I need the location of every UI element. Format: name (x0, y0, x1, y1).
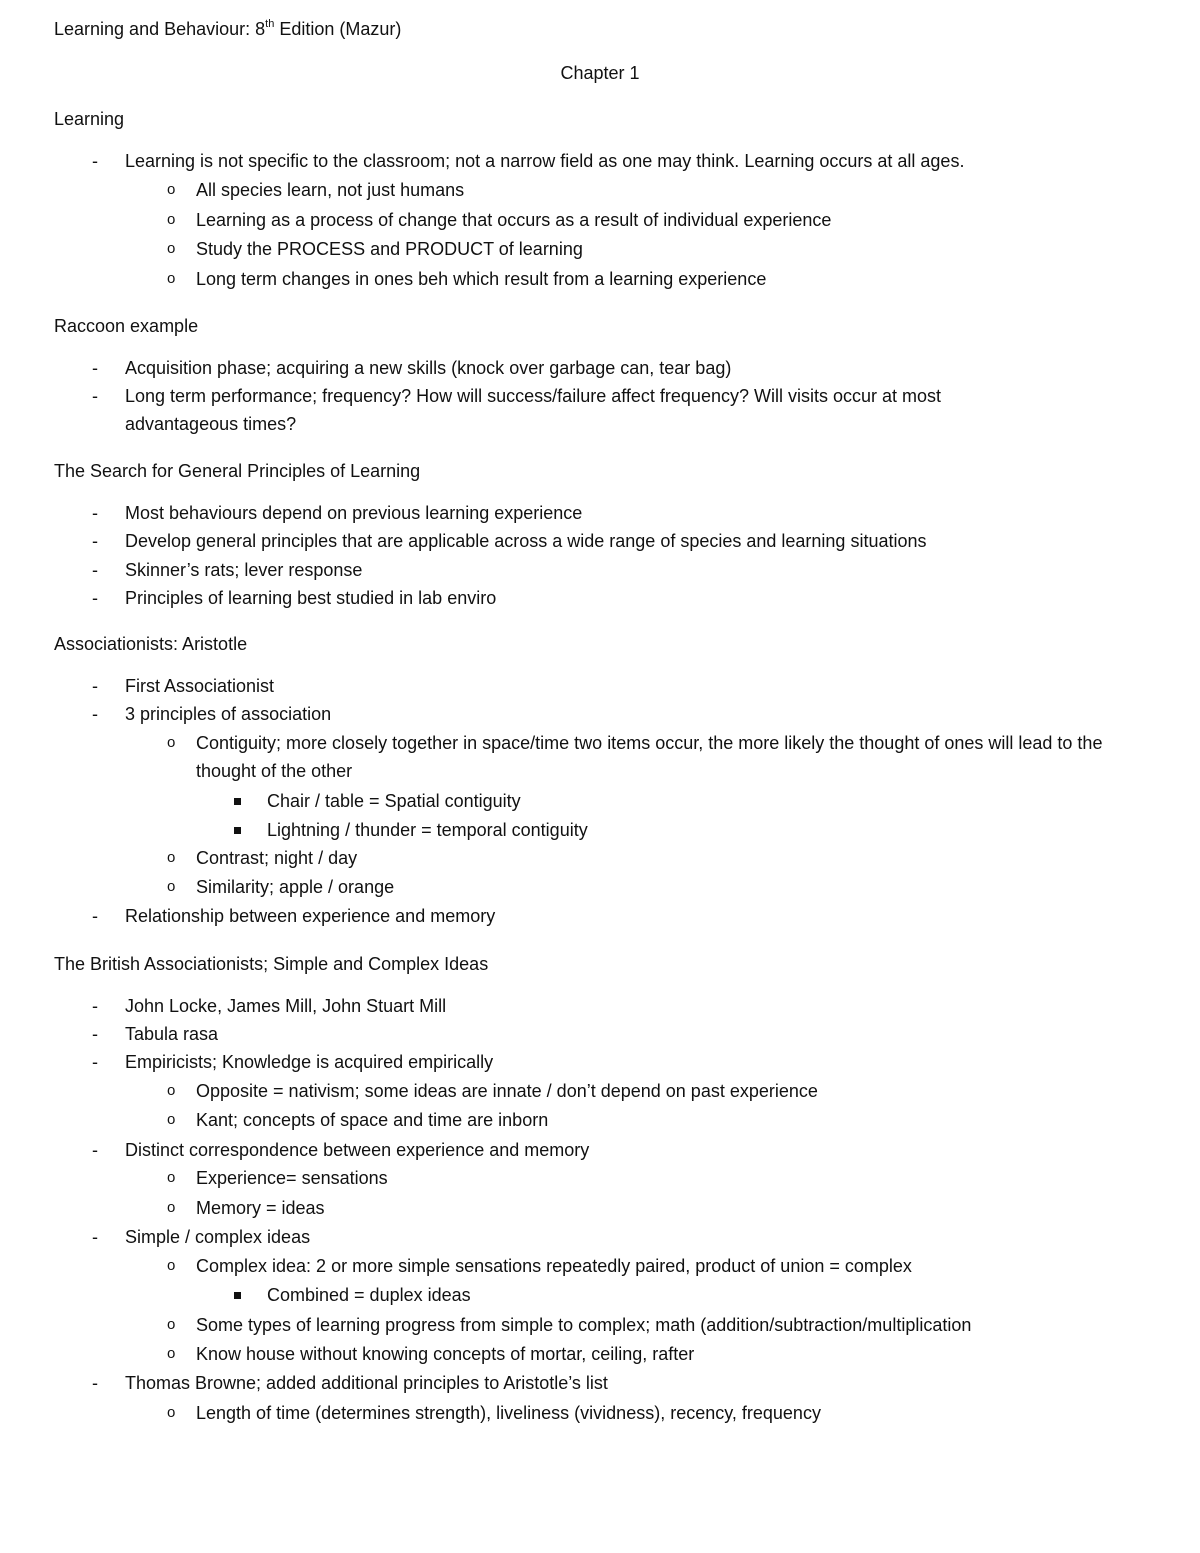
list-item-text: Know house without knowing concepts of mortar, ceiling, rafter (196, 1344, 695, 1364)
list-item (167, 729, 1111, 785)
list-item-text: Learning is not specific to the classroom; not a narrow field as one may think. Learning occurs at all ages. (125, 151, 965, 171)
circle-bullet: o (167, 1345, 176, 1362)
circle-bullet: o (167, 878, 176, 895)
section-heading: The British Associationists; Simple and Complex Ideas (54, 954, 489, 974)
list-item-text: First Associationist (125, 676, 275, 696)
dash-bullet: - (92, 704, 98, 724)
list-item-text: Develop general principles that are applicable across a wide range of species and learning situations (125, 531, 927, 551)
list-item-text: Empiricists; Knowledge is acquired empirically (125, 1052, 494, 1072)
list-item-text: Some types of learning progress from simple to complex; math (addition/subtraction/multiplication (196, 1315, 972, 1335)
circle-bullet: o (167, 1404, 176, 1421)
dash-bullet: - (92, 676, 98, 696)
list-item (267, 1281, 471, 1309)
list-item (167, 873, 395, 901)
circle-bullet: o (167, 181, 176, 198)
list-item (92, 1369, 608, 1397)
list-item-text: Contiguity; more closely together in space/time two items occur, the more likely the thought of ones will lead to the thought of the other (196, 733, 1103, 781)
list-item-text: Principles of learning best studied in lab enviro (125, 588, 497, 608)
list-item (167, 844, 358, 872)
list-item (167, 235, 583, 263)
list-item (92, 672, 275, 700)
list-item (92, 147, 965, 175)
dash-bullet: - (92, 1373, 98, 1393)
list-item-text: Experience= sensations (196, 1168, 388, 1188)
list-item (167, 1399, 821, 1427)
dash-bullet: - (92, 1024, 98, 1044)
dash-bullet: - (92, 386, 98, 406)
list-item (92, 992, 447, 1020)
list-item-text: Distinct correspondence between experience and memory (125, 1140, 590, 1160)
list-item-text: All species learn, not just humans (196, 180, 465, 200)
list-item (167, 1311, 972, 1339)
list-item (167, 176, 465, 204)
circle-bullet: o (167, 1169, 176, 1186)
list-item-text: Complex idea: 2 or more simple sensations repeatedly paired, product of union = complex (196, 1256, 912, 1276)
section-heading: Associationists: Aristotle (54, 634, 248, 654)
circle-bullet: o (167, 211, 176, 228)
circle-bullet: o (167, 1082, 176, 1099)
list-item-text: Tabula rasa (125, 1024, 219, 1044)
list-item-text: Similarity; apple / orange (196, 877, 395, 897)
dash-bullet: - (92, 1227, 98, 1247)
list-item-text: Combined = duplex ideas (267, 1285, 471, 1305)
list-item-text: Contrast; night / day (196, 848, 358, 868)
list-item (167, 1252, 912, 1280)
list-item-text: Study the PROCESS and PRODUCT of learning (196, 239, 583, 259)
list-item-text: Length of time (determines strength), liveliness (vividness), recency, frequency (196, 1403, 821, 1423)
list-item-text: 3 principles of association (125, 704, 332, 724)
list-item (92, 1048, 494, 1076)
section-heading: The Search for General Principles of Learning (54, 461, 421, 481)
list-item (167, 1077, 818, 1105)
square-bullet-icon (234, 1281, 241, 1309)
list-item (167, 1194, 325, 1222)
list-item (167, 1106, 549, 1134)
list-item (167, 1340, 695, 1368)
title-superscript: th (265, 18, 275, 30)
square-bullet-icon (234, 787, 241, 815)
list-item (92, 556, 363, 584)
section-heading: Raccoon example (54, 316, 199, 336)
circle-bullet: o (167, 270, 176, 287)
dash-bullet: - (92, 503, 98, 523)
list-item-text: John Locke, James Mill, John Stuart Mill (125, 996, 447, 1016)
dash-bullet: - (92, 1140, 98, 1160)
list-item (92, 354, 732, 382)
list-item (92, 902, 496, 930)
square-bullet-icon (234, 816, 241, 844)
list-item (92, 1223, 311, 1251)
dash-bullet: - (92, 151, 98, 171)
list-item (92, 584, 497, 612)
title-rest: Edition (Mazur) (274, 19, 402, 39)
list-item-text: Lightning / thunder = temporal contiguity (267, 820, 588, 840)
title-main: Learning and Behaviour: 8 (54, 19, 266, 39)
list-item (167, 206, 832, 234)
document-title (54, 17, 401, 41)
chapter-heading: Chapter 1 (560, 63, 640, 83)
list-item (167, 265, 767, 293)
list-item-text: Skinner’s rats; lever response (125, 560, 363, 580)
circle-bullet: o (167, 1111, 176, 1128)
dash-bullet: - (92, 906, 98, 926)
dash-bullet: - (92, 531, 98, 551)
list-item-text: Relationship between experience and memory (125, 906, 496, 926)
list-item-text: Learning as a process of change that occurs as a result of individual experience (196, 210, 832, 230)
dash-bullet: - (92, 588, 98, 608)
list-item-text: Acquisition phase; acquiring a new skills (knock over garbage can, tear bag) (125, 358, 732, 378)
list-item (267, 816, 588, 844)
circle-bullet: o (167, 849, 176, 866)
list-item-text: Simple / complex ideas (125, 1227, 311, 1247)
circle-bullet: o (167, 1257, 176, 1274)
dash-bullet: - (92, 560, 98, 580)
list-item-text: Most behaviours depend on previous learning experience (125, 503, 583, 523)
dash-bullet: - (92, 996, 98, 1016)
list-item-text: Opposite = nativism; some ideas are innate / don’t depend on past experience (196, 1081, 818, 1101)
list-item (92, 700, 332, 728)
circle-bullet: o (167, 734, 176, 751)
list-item (92, 382, 1040, 438)
dash-bullet: - (92, 1052, 98, 1072)
list-item-text: Kant; concepts of space and time are inborn (196, 1110, 549, 1130)
list-item-text: Long term performance; frequency? How will success/failure affect frequency? Will visits occur at most advantageous times? (125, 386, 941, 434)
list-item-text: Long term changes in ones beh which result from a learning experience (196, 269, 767, 289)
list-item (167, 1164, 388, 1192)
dash-bullet: - (92, 358, 98, 378)
list-item-text: Chair / table = Spatial contiguity (267, 791, 521, 811)
list-item (92, 1020, 219, 1048)
section-heading: Learning (54, 109, 125, 129)
list-item (267, 787, 521, 815)
circle-bullet: o (167, 1316, 176, 1333)
circle-bullet: o (167, 240, 176, 257)
list-item (92, 499, 583, 527)
list-item-text: Memory = ideas (196, 1198, 325, 1218)
list-item-text: Thomas Browne; added additional principles to Aristotle’s list (125, 1373, 608, 1393)
list-item (92, 527, 927, 555)
circle-bullet: o (167, 1199, 176, 1216)
list-item (92, 1136, 590, 1164)
